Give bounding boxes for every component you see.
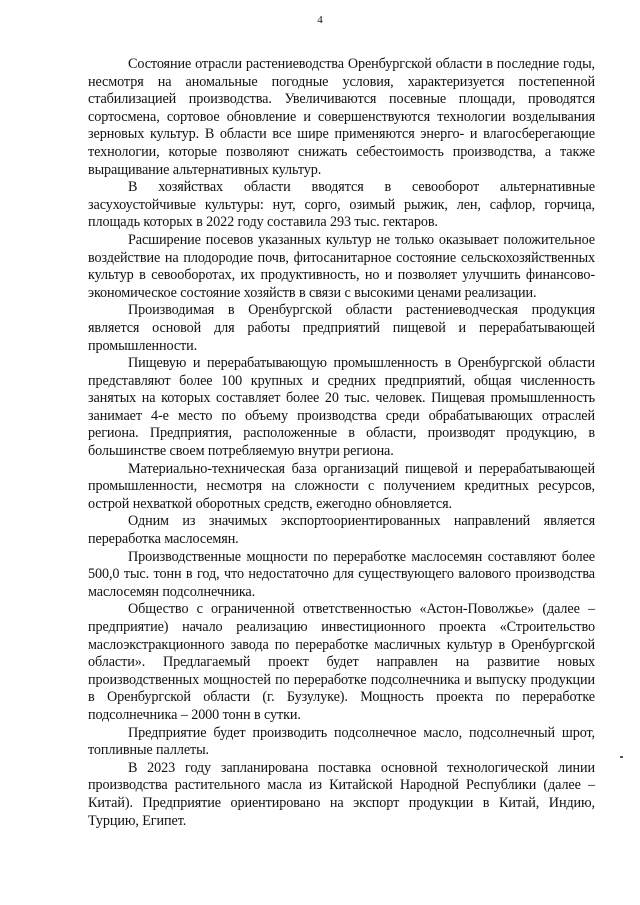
margin-mark [620,756,623,758]
paragraph-processing-capacity: Производственные мощности по переработке маслосемян составляют более 500,0 тыс. тонн в год, что недостаточно для существующего валового производства маслосемян подсолнечника. [88,548,595,600]
page-number: 4 [317,14,323,26]
paragraph-technical-base: Материально-техническая база организаций пищевой и перерабатывающей промышленности, несмотря на сложности с получением кредитных ресурсов, острой нехваткой оборотных средств, ежегодно обновляется. [88,460,595,512]
paragraph-crop-products: Производимая в Оренбургской области растениеводческая продукция является основой для работы предприятий пищевой и перерабатывающей промышленности. [88,302,595,354]
document-body [88,56,595,830]
paragraph-crop-expansion: Расширение посевов указанных культур не только оказывает положительное воздействие на плодородие почв, фитосанитарное состояние сельскохозяйственных культур в севооборотах, их продуктивность, но и позволяет улучшить финансово-экономическое состояние хозяйств в связи с высокими ценами реализации. [88,231,595,301]
paragraph-food-industry: Пищевую и перерабатывающую промышленность в Оренбургской области представляют более 100 крупных и средних предприятий, общая численность занятых на которых составляет более 20 тыс. человек. Пищевая промышленность занимает 4-е место по объему производства среди обрабатывающих отраслей региона. Предприятия, расположенные в области, производят продукцию, в большинстве своем потребляемую внутри региона. [88,355,595,460]
paragraph-products: Предприятие будет производить подсолнечное масло, подсолнечный шрот, топливные паллеты. [88,724,595,759]
paragraph-equipment-export: В 2023 году запланирована поставка основной технологической линии производства растительного масла из Китайской Народной Республики (далее – Китай). Предприятие ориентировано на экспорт продукции в Китай, Индию, Турцию, Египет. [88,759,595,829]
paragraph-aston-project: Общество с ограниченной ответственностью «Астон-Поволжье» (далее – предприятие) начало реализацию инвестиционного проекта «Строительство маслоэкстракционного завода по переработке масличных культур в Оренбургской области». Предлагаемый проект будет направлен на развитие новых производственных мощностей по переработке подсолнечника и выпуску продукции в Оренбургской области (г. Бузулуке). Мощность проекта по переработке подсолнечника – 2000 тонн в сутки. [88,601,595,723]
paragraph-export-direction: Одним из значимых экспортоориентированных направлений является переработка маслосемян. [88,513,595,548]
paragraph-crop-production: Состояние отрасли растениеводства Оренбургской области в последние годы, несмотря на аномальные погодные условия, характеризуется постепенной стабилизацией производства. Увеличиваются посевные площади, проводятся сортосмена, сортовое обновление и совершенствуются технологии возделывания зерновых культур. В области все шире применяются энерго- и влагосберегающие технологии, которые позволяют снижать себестоимость производства, а также выращивание альтернативных культур. [88,56,595,178]
paragraph-alternative-crops: В хозяйствах области вводятся в севооборот альтернативные засухоустойчивые культуры: нут, сорго, озимый рыжик, лен, сафлор, горчица, площадь которых в 2022 году составила 293 тыс. гектаров. [88,179,595,231]
